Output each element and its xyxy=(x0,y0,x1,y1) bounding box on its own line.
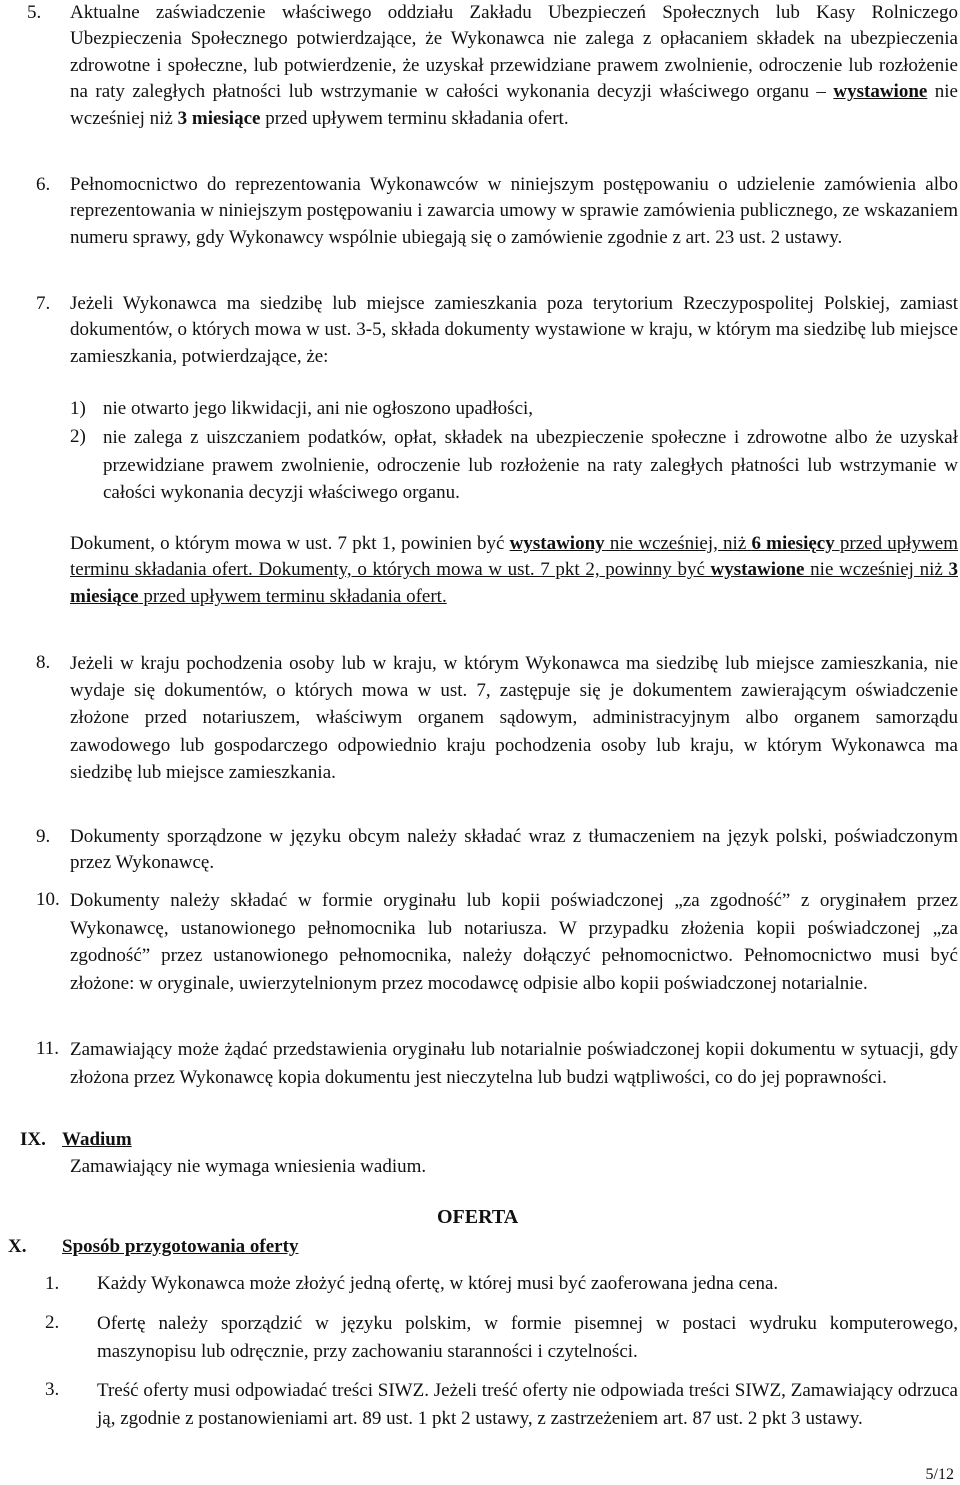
emphasis-text: 6 miesięcy xyxy=(751,533,835,554)
section-title: Sposób przygotowania oferty xyxy=(62,1236,299,1257)
item-text: Treść oferty musi odpowiadać treści SIWZ. Jeżeli treść oferty nie odpowiada treści SIWZ, Zamawiający odrzuca ją, zgodnie z postanowieniami art. 89 ust. 1 pkt 2 ustawy, z zastrzeżeniem art. 87 ust. 2 pkt 3 ustawy. xyxy=(97,1380,958,1429)
item-text: Jeżeli Wykonawca ma siedzibę lub miejsce zamieszkania poza terytorium Rzeczypospolitej Polskiej, zamiast dokumentów, o których mowa w ust. 3-5, składa dokumenty wystawione w kraju, w którym ma siedzibę lub miejsce zamieszkania, potwierdzające, że: xyxy=(70,293,958,367)
sub-item-number: 1) xyxy=(70,398,86,419)
item-text: Pełnomocnictwo do reprezentowania Wykonawców w niniejszym postępowaniu o udzielenie zamówienia albo reprezentowania w niniejszym postępowaniu i zawarcia umowy w sprawie zamówienia publicznego, ze wskazaniem numeru sprawy, gdy Wykonawcy wspólnie ubiegają się o zamówienie zgodnie z art. 23 ust. 2 ustawy. xyxy=(70,174,958,248)
item-number: 2. xyxy=(45,1312,60,1333)
item-number: 11. xyxy=(36,1038,60,1059)
text-run: przed upływem terminu składania ofert. xyxy=(260,107,569,129)
item-number: 1. xyxy=(45,1273,60,1294)
page-number: 5/12 xyxy=(925,1466,954,1483)
item-text: Zamawiający może żądać przedstawienia oryginału lub notarialnie poświadczonej kopii dokumentu w sytuacji, gdy złożona przez Wykonawcę kopia dokumentu jest nieczytelna lub budzi wątpliwości, co do jej poprawności. xyxy=(70,1039,958,1088)
item-number: 5. xyxy=(27,2,42,23)
emphasis-text: wystawione xyxy=(833,81,928,103)
emphasis-text: 3 miesiące xyxy=(70,559,958,607)
section-number: IX. xyxy=(20,1129,46,1150)
text-run: przed upływem terminu składania ofert. xyxy=(138,585,447,607)
emphasis-text: wystawiony xyxy=(509,533,605,554)
item-text xyxy=(70,0,958,132)
text-run: przed upływem terminu składania ofert. Dokumenty, o których mowa w ust. 7 pkt 2, powinny być xyxy=(70,533,958,581)
text-run: Aktualne zaświadczenie właściwego oddziału Zakładu Ubezpieczeń Społecznych lub Kasy Rolniczego Ubezpieczenia Społecznego potwierdzające, że Wykonawca nie zalega z opłacaniem składek na ubezpieczenia zdrowotne i społeczne, lub potwierdzenie, że uzyskał przewidziane prawem zwolnienie, odroczenie lub rozłożenie na raty zaległych płatności lub wstrzymanie w całości wykonania decyzji właściwego organu – xyxy=(70,2,958,103)
sub-item-text: nie zalega z uiszczaniem podatków, opłat, składek na ubezpieczenie społeczne i zdrowotne albo że uzyskał przewidziane prawem zwolnienie, odroczenie lub rozłożenie na raty zaległych płatności lub wstrzymanie w całości wykonania decyzji właściwego organu. xyxy=(103,427,958,503)
item-text: Każdy Wykonawca może złożyć jedną ofertę, w której musi być zaoferowana jedna cena. xyxy=(97,1273,779,1294)
item-note xyxy=(70,531,958,610)
sub-item-number: 2) xyxy=(70,426,86,447)
item-number: 3. xyxy=(45,1379,60,1400)
section-number: X. xyxy=(8,1236,27,1257)
item-number: 9. xyxy=(36,826,51,847)
item-text: Ofertę należy sporządzić w języku polskim, w formie pisemnej w postaci wydruku komputerowego, maszynopisu lub odręcznie, przy zachowaniu staranności i czytelności. xyxy=(97,1313,958,1362)
item-number: 6. xyxy=(36,174,51,195)
item-text: Dokumenty należy składać w formie oryginału lub kopii poświadczonej „za zgodność” z oryginałem przez Wykonawcę, ustanowionego pełnomocnika lub notariusza. W przypadku złożenia kopii poświadczonej „za zgodność” przez ustanowionego pełnomocnika, należy dołączyć pełnomocnictwo. Pełnomocnictwo musi być złożone: w oryginale, uwierzytelnionym przez mocodawcę odpisie albo kopii poświadczonej notarialnie. xyxy=(70,890,958,994)
item-number: 10. xyxy=(36,889,60,910)
sub-item-text: nie otwarto jego likwidacji, ani nie ogłoszono upadłości, xyxy=(103,398,534,419)
oferta-heading: OFERTA xyxy=(437,1206,519,1228)
section-title: Wadium xyxy=(62,1129,132,1150)
item-text: Dokumenty sporządzone w języku obcym należy składać wraz z tłumaczeniem na język polski, poświadczonym przez Wykonawcę. xyxy=(70,826,958,874)
text-run: Dokument, o którym mowa w ust. 7 pkt 1, powinien być xyxy=(70,533,510,554)
emphasis-text: 3 miesiące xyxy=(177,107,261,129)
text-run: nie wcześniej niż xyxy=(804,559,949,581)
text-run: nie wcześniej, niż xyxy=(604,533,752,554)
item-number: 8. xyxy=(36,652,51,673)
text-run: nie wcześniej niż xyxy=(70,81,958,129)
item-text: Jeżeli w kraju pochodzenia osoby lub w kraju, w którym Wykonawca ma siedzibę lub miejsce zamieszkania, nie wydaje się dokumentów, o których mowa w ust. 7, zastępuje się je dokumentem zawierającym oświadczenie złożone przed notariuszem, właściwym organem sądowym, administracyjnym albo organem samorządu zawodowego lub gospodarczego odpowiednio kraju pochodzenia osoby lub kraju, w którym Wykonawca ma siedzibę lub miejsce zamieszkania. xyxy=(70,653,958,783)
item-number: 7. xyxy=(36,293,51,314)
emphasis-text: wystawione xyxy=(710,559,805,581)
section-text: Zamawiający nie wymaga wniesienia wadium. xyxy=(70,1156,427,1177)
